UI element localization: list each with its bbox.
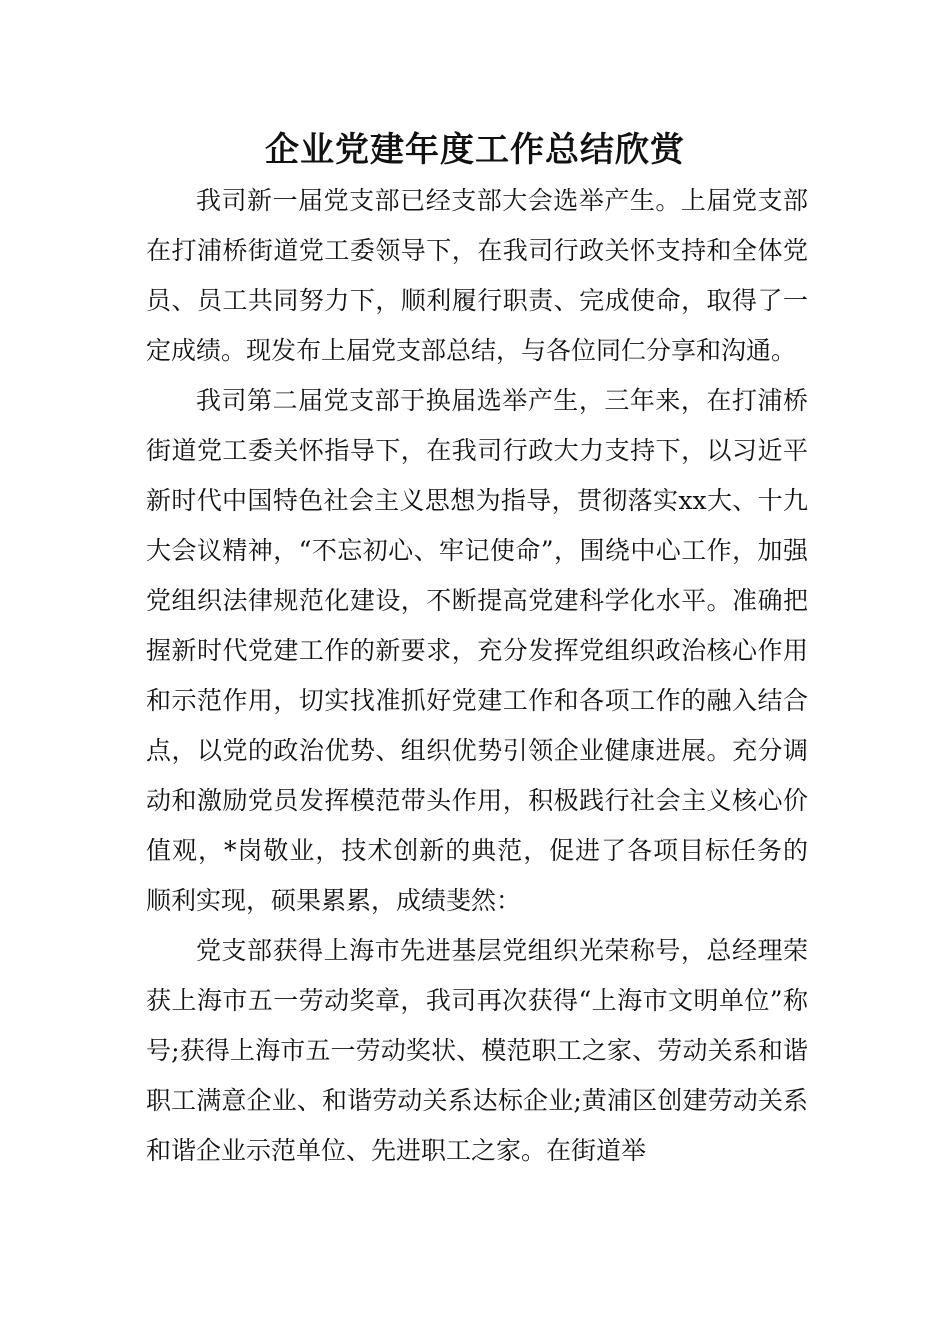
paragraph-2: 我司第二届党支部于换届选举产生，三年来，在打浦桥街道党工委关怀指导下，在我司行政大力支持下，以习近平新时代中国特色社会主义思想为指导，贯彻落实xx大、十九大会议精神，“不忘初心、牢记使命”，围绕中心工作，加强党组织法律规范化建设，不断提高党建科学化水平。准确把握新时代党建工作的新要求，充分发挥党组织政治核心作用和示范作用，切实找准抓好党建工作和各项工作的融入结合点，以党的政治优势、组织优势引领企业健康进展。充分调动和激励党员发挥模范带头作用，积极践行社会主义核心价值观，*岗敬业，技术创新的典范，促进了各项目标任务的顺利实现，硕果累累，成绩斐然： [146, 386, 808, 915]
document-body [146, 176, 808, 1176]
document-title: 企业党建年度工作总结欣赏 [265, 130, 685, 170]
paragraph-1: 我司新一届党支部已经支部大会选举产生。上届党支部在打浦桥街道党工委领导下，在我司行政关怀支持和全体党员、员工共同努力下，顺利履行职责、完成使命，取得了一定成绩。现发布上届党支部总结，与各位同仁分享和沟通。 [146, 186, 808, 365]
paragraph-3: 党支部获得上海市先进基层党组织光荣称号，总经理荣获上海市五一劳动奖章，我司再次获得“上海市文明单位”称号;获得上海市五一劳动奖状、模范职工之家、劳动关系和谐职工满意企业、和谐劳动关系达标企业;黄浦区创建劳动关系和谐企业示范单位、先进职工之家。在街道举 [146, 936, 808, 1165]
